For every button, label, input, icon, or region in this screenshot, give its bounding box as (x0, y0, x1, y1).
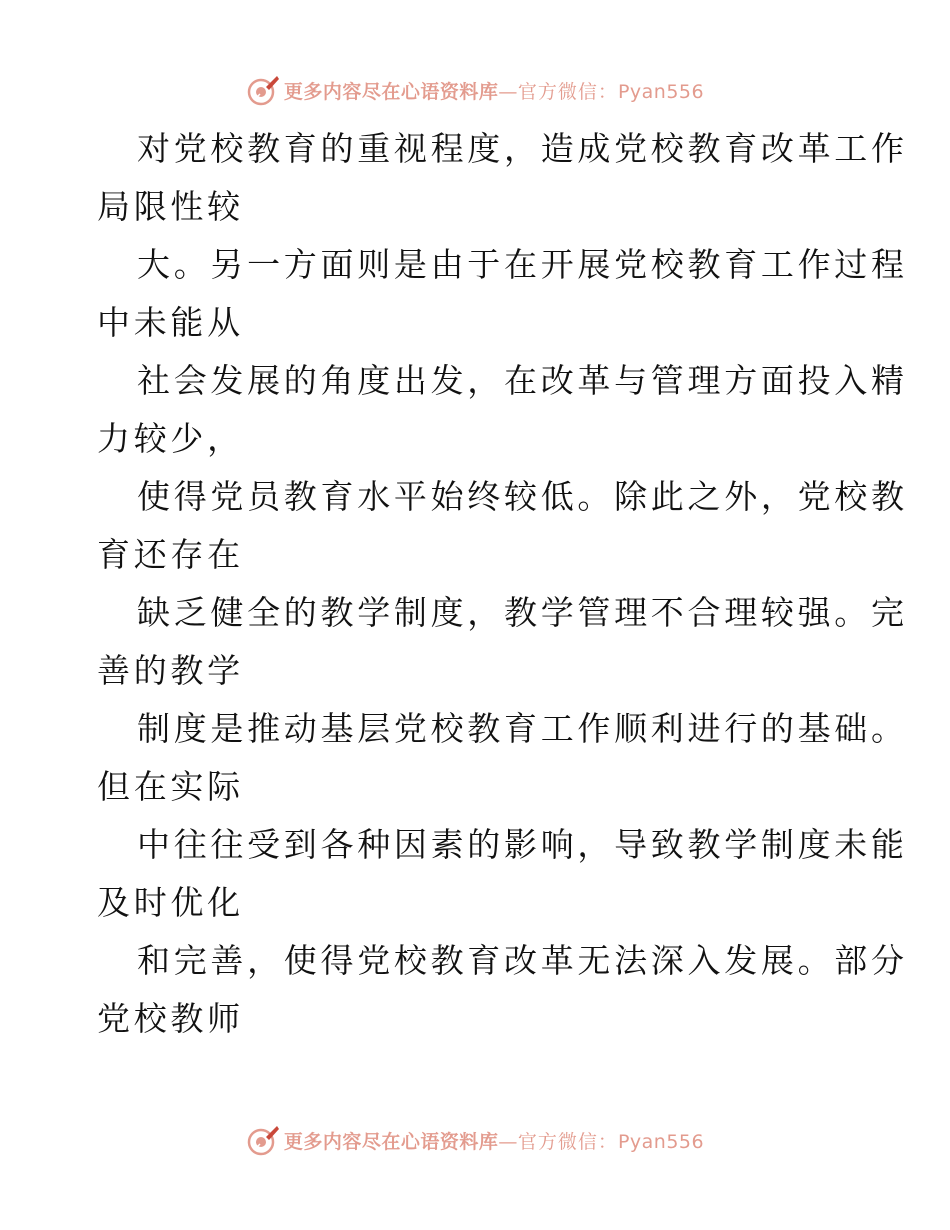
text-line: 育还存在 (97, 535, 244, 574)
watermark-label: 官方微信： (517, 1130, 618, 1153)
pen-nib-logo-icon (246, 1123, 280, 1157)
watermark-text (284, 1127, 704, 1154)
text-line: 使得党员教育水平始终较低。除此之外，党校教 (137, 477, 908, 516)
text-line: 制度是推动基层党校教育工作顺利进行的基础。 (137, 709, 908, 748)
text-line: 及时优化 (97, 883, 244, 922)
footer-watermark (0, 1120, 950, 1160)
watermark-wechat-id: Pyan556 (617, 80, 705, 103)
document-body (97, 120, 908, 1048)
text-line: 中未能从 (97, 303, 244, 342)
text-line: 党校教师 (97, 999, 244, 1038)
text-line: 缺乏健全的教学制度，教学管理不合理较强。完 (137, 593, 908, 632)
text-line: 对党校教育的重视程度，造成党校教育改革工作 (137, 129, 908, 168)
text-line: 中往往受到各种因素的影响，导致教学制度未能 (137, 825, 908, 864)
watermark-brand: 更多内容尽在心语资料库 (283, 80, 499, 103)
text-line: 但在实际 (97, 767, 244, 806)
text-line: 力较少， (97, 419, 244, 458)
watermark-dash: — (498, 80, 518, 103)
watermark-text (284, 77, 704, 104)
text-line: 局限性较 (97, 187, 244, 226)
header-watermark (0, 70, 950, 110)
text-line: 善的教学 (97, 651, 244, 690)
text-line: 大。另一方面则是由于在开展党校教育工作过程 (137, 245, 908, 284)
watermark-wechat-id: Pyan556 (617, 1130, 705, 1153)
text-line: 社会发展的角度出发，在改革与管理方面投入精 (137, 361, 908, 400)
watermark-brand: 更多内容尽在心语资料库 (283, 1130, 499, 1153)
text-line: 和完善，使得党校教育改革无法深入发展。部分 (137, 941, 908, 980)
watermark-label: 官方微信： (517, 80, 618, 103)
pen-nib-logo-icon (246, 73, 280, 107)
watermark-dash: — (498, 1130, 518, 1153)
